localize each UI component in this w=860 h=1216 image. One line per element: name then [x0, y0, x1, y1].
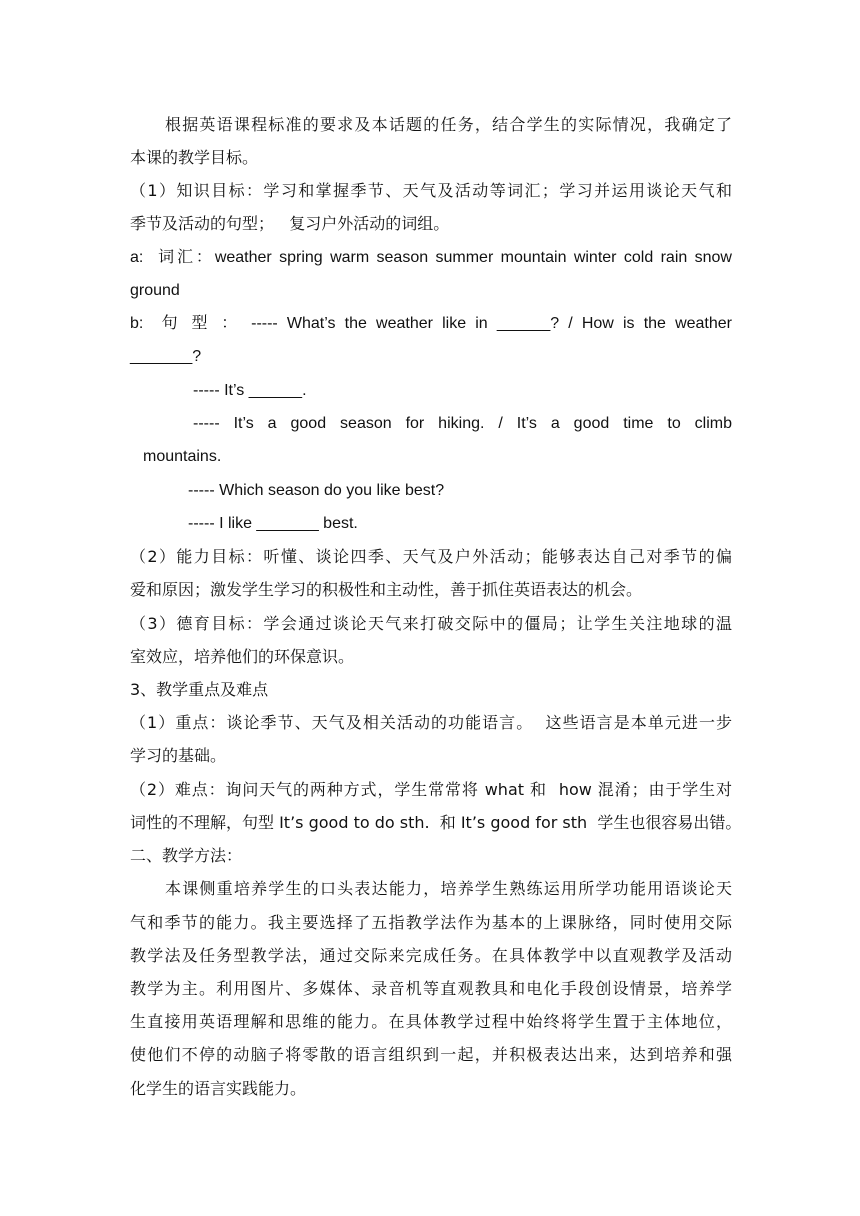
vocabulary-line-1: a: 词汇：weather spring warm season summer mountain winter cold rain snow — [130, 249, 732, 266]
intro-line-2: 本课的教学目标。 — [130, 148, 259, 167]
sentence-pattern-line-1: b: 句 型 ： ----- What’s the weather like in ______? / How is the weather — [130, 315, 732, 332]
methods-line-6: 使他们不停的动脑子将零散的语言组织到一起，并积极表达出来，达到培养和强 — [130, 1045, 732, 1064]
section-heading-key-points: 3、教学重点及难点 — [130, 680, 269, 699]
methods-line-7: 化学生的语言实践能力。 — [130, 1079, 307, 1098]
methods-line-4: 教学为主。利用图片、多媒体、录音机等直观教具和电化手段创设情景，培养学 — [130, 979, 732, 998]
key-point-line-2: 学习的基础。 — [130, 746, 227, 765]
sentence-pattern-which-season: ----- Which season do you like best? — [188, 482, 445, 499]
knowledge-goal-line-1: （1）知识目标：学习和掌握季节、天气及活动等词汇；学习并运用谈论天气和 — [130, 181, 732, 200]
difficulty-line-1: （2）难点：询问天气的两种方式，学生常常将 what 和 how 混淆；由于学生对 — [130, 780, 732, 799]
sentence-pattern-its: ----- It’s ______. — [193, 382, 307, 399]
methods-line-2: 气和季节的能力。我主要选择了五指教学法作为基本的上课脉络，同时使用交际 — [130, 913, 732, 932]
section-heading-methods: 二、教学方法： — [130, 846, 243, 865]
ability-goal-line-1: （2）能力目标：听懂、谈论四季、天气及户外活动；能够表达自己对季节的偏 — [130, 547, 732, 566]
intro-line-1: 根据英语课程标准的要求及本话题的任务，结合学生的实际情况，我确定了 — [165, 115, 732, 134]
vocabulary-line-2: ground — [130, 282, 180, 299]
knowledge-goal-line-2: 季节及活动的句型； 复习户外活动的词组。 — [130, 214, 450, 233]
sentence-pattern-mountains: mountains. — [143, 448, 222, 465]
sentence-pattern-line-2: _______? — [130, 348, 202, 365]
difficulty-line-2: 词性的不理解，句型 It’s good to do sth. 和 It’s good for sth 学生也很容易出错。 — [130, 813, 742, 832]
ability-goal-line-2: 爱和原因；激发学生学习的积极性和主动性，善于抓住英语表达的机会。 — [130, 580, 643, 599]
methods-line-1: 本课侧重培养学生的口头表达能力，培养学生熟练运用所学功能用语谈论天 — [165, 879, 732, 898]
moral-goal-line-2: 室效应，培养他们的环保意识。 — [130, 647, 355, 666]
moral-goal-line-1: （3）德育目标：学会通过谈论天气来打破交际中的僵局；让学生关注地球的温 — [130, 614, 732, 633]
sentence-pattern-i-like: ----- I like _______ best. — [188, 515, 358, 532]
sentence-pattern-good-season: ----- It’s a good season for hiking. / It’s a good time to climb — [193, 415, 732, 432]
key-point-line-1: （1）重点：谈论季节、天气及相关活动的功能语言。 这些语言是本单元进一步 — [130, 713, 732, 732]
methods-line-5: 生直接用英语理解和思维的能力。在具体教学过程中始终将学生置于主体地位， — [130, 1012, 732, 1031]
methods-line-3: 教学法及任务型教学法，通过交际来完成任务。在具体教学中以直观教学及活动 — [130, 946, 732, 965]
